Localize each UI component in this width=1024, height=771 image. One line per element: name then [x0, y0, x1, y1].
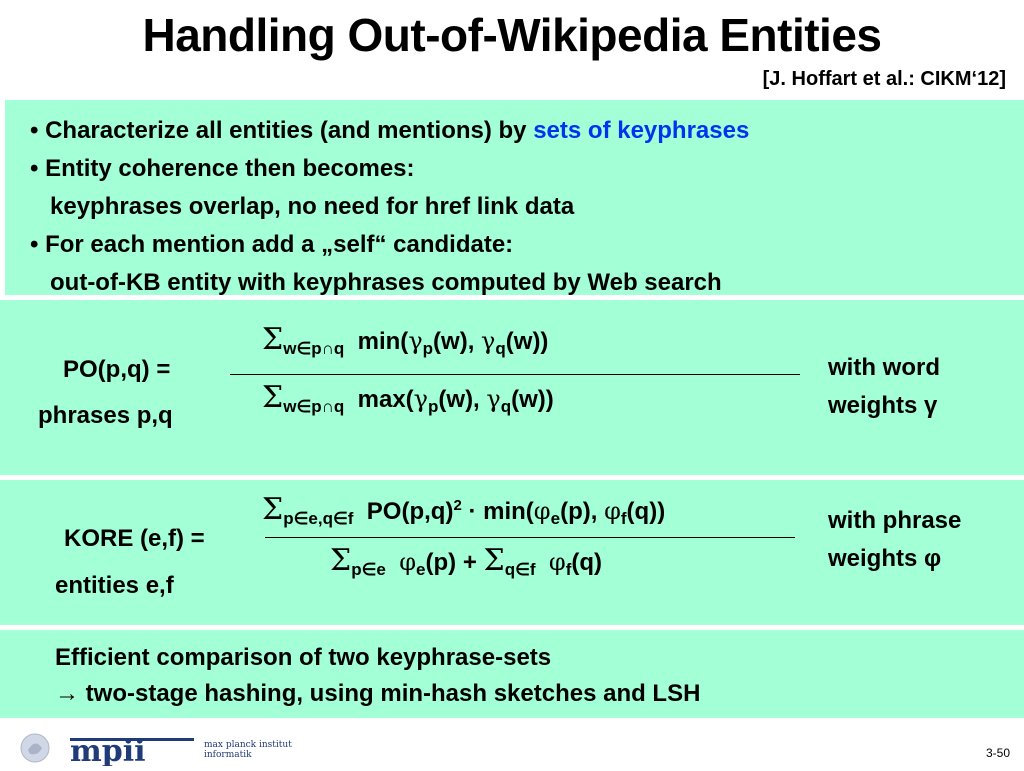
institute-name-line1: max planck institut: [204, 740, 292, 750]
subscript: f: [565, 560, 572, 579]
gamma-symbol: γ: [481, 327, 496, 355]
formula-text: (w),: [438, 386, 487, 413]
formula-text: (w),: [433, 328, 482, 355]
sum-subscript: q∈f: [504, 560, 536, 579]
po-denominator: [262, 380, 554, 417]
po-label: PO(p,q) =: [63, 356, 171, 383]
bullet-item: [30, 112, 749, 150]
po-note-line1: with word: [828, 354, 940, 381]
subscript: p: [428, 397, 439, 416]
kore-fraction-line: [265, 537, 795, 538]
sum-subscript: w∈p∩q: [283, 339, 345, 358]
subscript: e: [550, 509, 561, 528]
formula-text: (w)): [511, 386, 554, 413]
phi-symbol: φ: [399, 548, 417, 576]
bullet-list: [30, 112, 749, 302]
formula-text: (w)): [505, 328, 549, 355]
page-number: 3-50: [985, 746, 1010, 760]
po-numerator: [262, 322, 548, 359]
po-fraction-line: [230, 374, 800, 375]
bullet-item: • Entity coherence then becomes:: [30, 155, 415, 182]
mpii-logo: [18, 730, 298, 771]
bullet-text: • Characterize all entities (and mentions) by: [30, 117, 534, 144]
formula-text: (q)): [626, 498, 666, 525]
bullet-continuation: keyphrases overlap, no need for href link data: [50, 193, 575, 220]
max-function: max(: [357, 386, 414, 413]
kore-label: KORE (e,f) =: [64, 525, 205, 552]
kore-numerator: [262, 492, 665, 529]
sum-symbol: Σ: [262, 492, 284, 527]
citation: [J. Hoffart et al.: CIKM‘12]: [762, 68, 1006, 90]
subscript: q: [495, 339, 506, 358]
bullet-continuation: out-of-KB entity with keyphrases computed by Web search: [50, 269, 722, 296]
min-function: min(: [483, 498, 534, 525]
formula-text: (p) +: [425, 549, 484, 576]
summary-text: [55, 640, 700, 712]
superscript: 2: [453, 497, 462, 514]
formula-text: (q): [571, 549, 603, 576]
summary-line: Efficient comparison of two keyphrase-sets: [55, 644, 552, 671]
sum-symbol: Σ: [262, 322, 284, 357]
po-note-line2: weights γ: [828, 392, 938, 419]
subscript: q: [500, 397, 512, 416]
formula-text: (p),: [560, 498, 605, 525]
summary-line: → two-stage hashing, using min-hash sketches and LSH: [55, 680, 701, 707]
gamma-symbol: γ: [408, 327, 423, 355]
phi-symbol: φ: [533, 497, 551, 525]
kore-note-line1: with phrase: [828, 507, 962, 534]
gamma-symbol: γ: [413, 385, 429, 413]
formula-text: PO(p,q): [366, 498, 454, 525]
subscript: e: [416, 560, 426, 579]
slide-title: Handling Out-of-Wikipedia Entities: [142, 9, 882, 61]
institute-name-line2: informatik: [204, 750, 252, 760]
sum-subscript: w∈p∩q: [283, 397, 345, 416]
subscript: p: [422, 339, 434, 358]
kore-note-line2: weights φ: [828, 545, 942, 572]
po-sublabel: phrases p,q: [38, 402, 173, 429]
sum-symbol: Σ: [330, 543, 352, 578]
min-function: min(: [357, 328, 409, 355]
formula-text: ·: [461, 498, 484, 525]
bullet-item: • For each mention add a „self“ candidate:: [30, 231, 514, 258]
sum-symbol: Σ: [483, 543, 505, 578]
logo-wordmark: mpii: [70, 734, 146, 766]
sum-subscript: p∈e,q∈f: [283, 509, 354, 528]
kore-denominator: [330, 543, 602, 580]
sum-symbol: Σ: [262, 380, 284, 415]
sum-subscript: p∈e: [351, 560, 386, 579]
subscript: f: [620, 509, 627, 528]
kore-sublabel: entities e,f: [55, 572, 174, 599]
gamma-symbol: γ: [486, 385, 501, 413]
logo-graphic: [18, 730, 298, 766]
phi-symbol: φ: [604, 497, 621, 525]
bullet-highlight: sets of keyphrases: [533, 117, 750, 144]
phi-symbol: φ: [548, 548, 566, 576]
